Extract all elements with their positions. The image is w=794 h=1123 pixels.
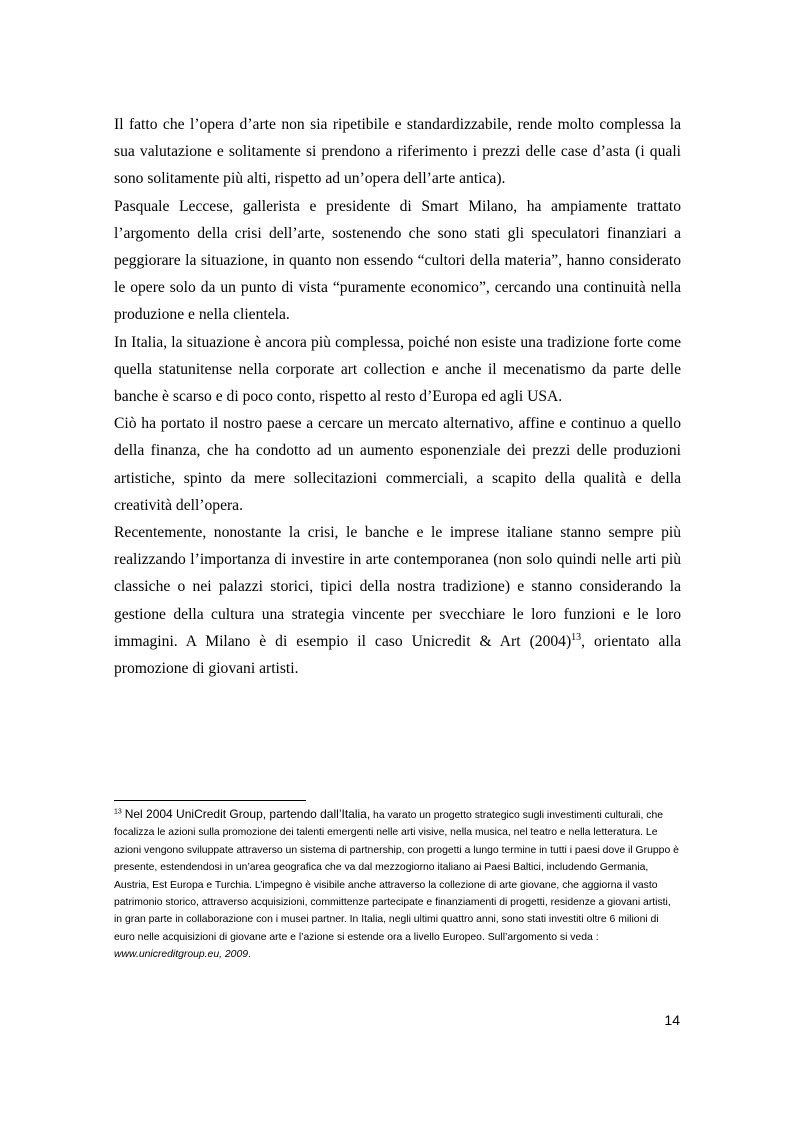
paragraph-5-text: Recentemente, nonostante la crisi, le banche e le imprese italiane stanno sempre più realizzando l’importanza di investire in arte contemporanea (non solo quindi nelle arti più classiche o nei palazzi storici, tipici della nostra tradizione) e stanno considerando la gestione della cultura una strategia vincente per svecchiare le loro funzioni e le loro immagini. A Milano è di esempio il caso Unicredit & Art (2004)	[114, 524, 681, 650]
page-number: 14	[664, 1012, 680, 1028]
footnote-number: 13	[114, 808, 122, 816]
footnote-lead: Nel 2004 UniCredit Group, partendo dall’Italia,	[124, 807, 371, 821]
footnote-end: .	[248, 949, 251, 961]
footnote-text: ha varato un progetto strategico sugli investimenti culturali, che focalizza le azioni sulla promozione dei talenti emergenti nelle arti visive, nella musica, nel teatro e nella letteratura. Le azioni vengono sviluppate attraverso un sistema di partnership, con progetti a lungo termine in tutti i paesi dove il Gruppo è presente, estendendosi in un’area geografica che va dal mezzogiorno italiano ai Paesi Baltici, includendo Germania, Austria, Est Europa e Turchia. L’impegno è visibile anche attraverso la collezione di arte giovane, che aggiorna il vasto patrimonio storico, attraverso acquisizioni, committenze partecipate e finanziamenti di progetti, residenze a giovani artisti, in gran parte in collaborazione con i musei partner. In Italia, negli ultimi quattro anni, sono stati investiti oltre 6 milioni di euro nelle acquisizioni di giovane arte e l’azione si estende ora a livello Europeo. Sull’argomento si veda :	[114, 810, 679, 943]
paragraph-5	[114, 519, 681, 682]
footnote-source-link[interactable]: www.unicreditgroup.eu, 2009	[114, 949, 249, 961]
paragraph-5-text-end: , orientato alla promozione di giovani artisti.	[114, 632, 681, 678]
body-text	[114, 111, 681, 682]
paragraph-1: Il fatto che l’opera d’arte non sia ripetibile e standardizzabile, rende molto complessa la sua valutazione e solitamente si prendono a riferimento i prezzi delle case d’asta (i quali sono solitamente più alti, rispetto ad un’opera dell’arte antica).	[114, 116, 681, 188]
paragraph-3: In Italia, la situazione è ancora più complessa, poiché non esiste una tradizione forte come quella statunitense nella corporate art collection e anche il mecenatismo da parte delle banche è scarso e di poco conto, rispetto al resto d’Europa ed agli USA.	[114, 333, 681, 406]
paragraph-2: Pasquale Leccese, gallerista e presidente di Smart Milano, ha ampiamente trattato l’argomento della crisi dell’arte, sostenendo che sono stati gli speculatori finanziari a peggiorare la situazione, in quanto non essendo “cultori della materia”, hanno considerato le opere solo da un punto di vista “puramente economico”, cercando una continuità nella produzione e nella clientela.	[114, 197, 681, 324]
footnote	[114, 806, 681, 964]
footnote-separator	[114, 800, 306, 801]
footnote-reference[interactable]: 13	[571, 631, 582, 643]
paragraph-4: Ciò ha portato il nostro paese a cercare un mercato alternativo, affine e continuo a quello della finanza, che ha condotto ad un aumento esponenziale dei prezzi delle produzioni artistiche, spinto da mere sollecitazioni commerciali, a scapito della qualità e della creatività dell’opera.	[114, 415, 681, 514]
